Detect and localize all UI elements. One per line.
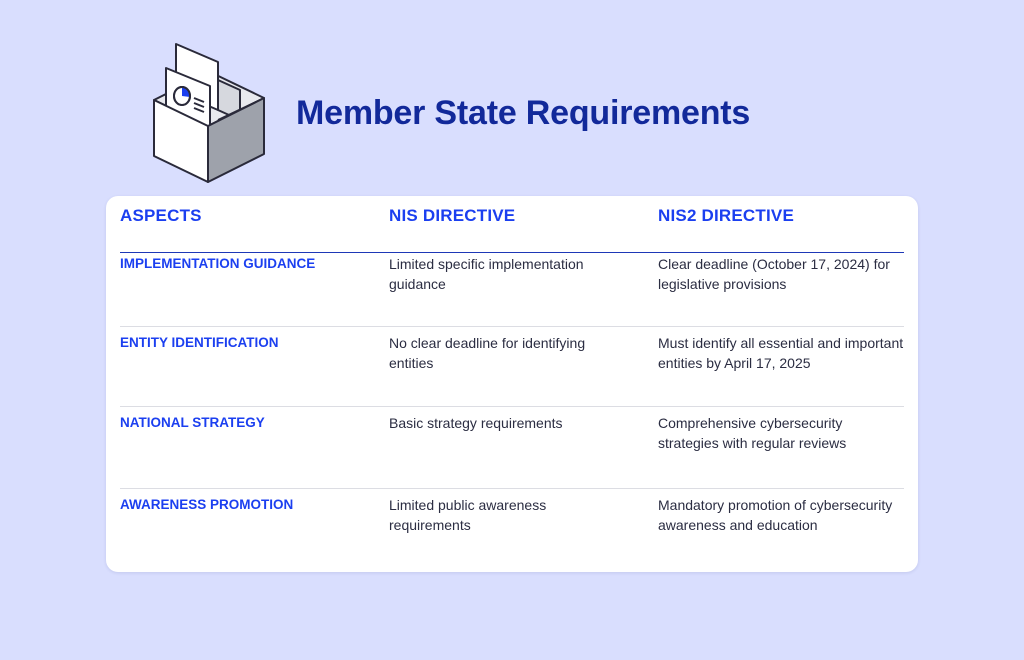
nis-cell: Basic strategy requirements [389, 415, 563, 431]
table-row [120, 413, 904, 489]
nis-cell: No clear deadline for identifying entities [389, 335, 586, 371]
table-row [120, 495, 904, 565]
nis2-cell: Must identify all essential and important entities by April 17, 2025 [658, 335, 904, 371]
nis2-cell: Clear deadline (October 17, 2024) for legislative provisions [658, 256, 890, 292]
column-header-nis2: NIS2 DIRECTIVE [658, 206, 794, 225]
aspect-cell: ENTITY IDENTIFICATION [120, 335, 279, 350]
column-header-nis: NIS DIRECTIVE [389, 206, 516, 225]
nis2-cell: Mandatory promotion of cybersecurity awareness and education [658, 497, 893, 533]
aspect-cell: IMPLEMENTATION GUIDANCE [120, 256, 316, 271]
comparison-table [106, 196, 918, 572]
aspect-cell: AWARENESS PROMOTION [120, 497, 294, 512]
document-box-icon [148, 40, 270, 188]
nis2-cell: Comprehensive cybersecurity strategies with regular reviews [658, 415, 847, 451]
aspect-cell: NATIONAL STRATEGY [120, 415, 265, 430]
table-row [120, 333, 904, 407]
table-header-row [120, 206, 904, 253]
column-header-aspects: ASPECTS [120, 206, 202, 225]
nis-cell: Limited public awareness requirements [389, 497, 547, 533]
page-title: Member State Requirements [296, 94, 751, 132]
table-row [120, 254, 904, 327]
nis-cell: Limited specific implementation guidance [389, 256, 584, 292]
